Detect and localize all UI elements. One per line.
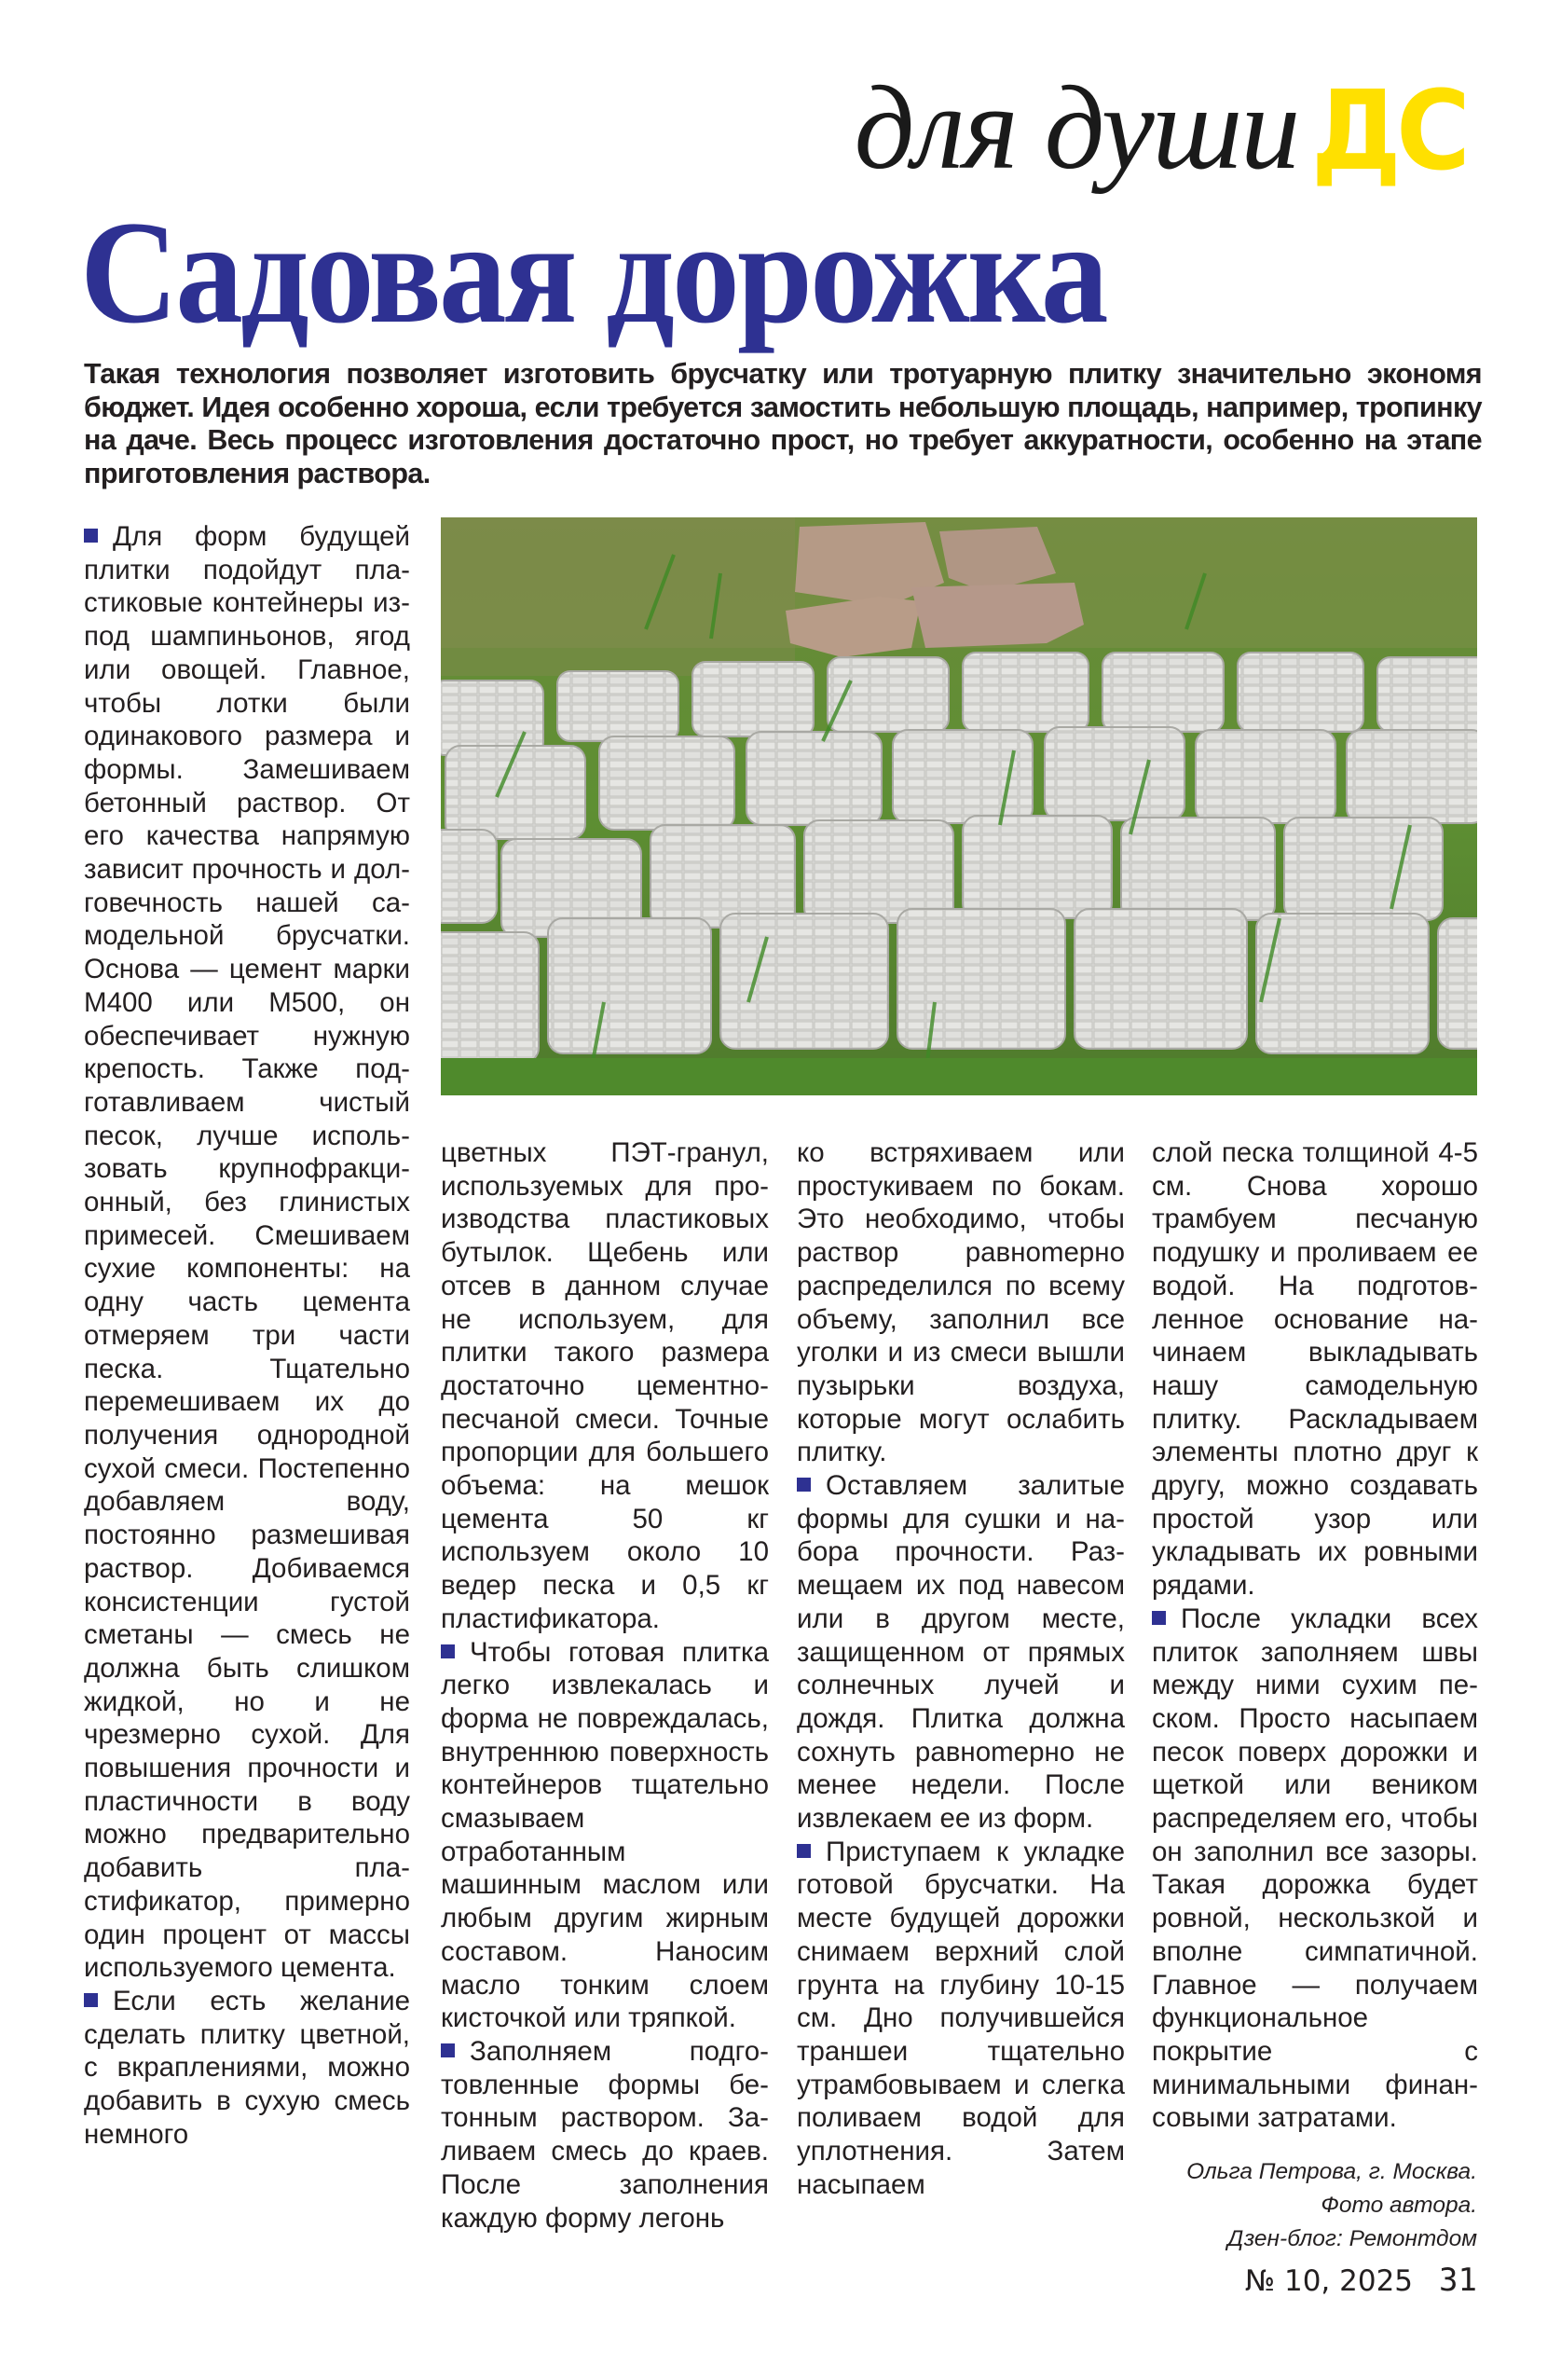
bullet-square-icon (797, 1478, 811, 1492)
paragraph: Оставляем залитые формы для сушки и набора прочности. Размещаем их под навесом или в другом месте, защищенном от прямых солнечных лучей и дождя. Плитка должна сохнуть равноmерно не менее недели. После извлекаем ее из форм. (797, 1470, 1125, 1835)
section-name: для души (854, 62, 1299, 194)
magazine-logo: ДС (1311, 66, 1466, 195)
article-credits (1186, 2155, 1477, 2256)
bullet-square-icon (797, 1844, 811, 1858)
bullet-square-icon (441, 2043, 455, 2057)
article-photo (441, 517, 1477, 1095)
text-column-4 (1152, 1136, 1478, 2135)
bullet-square-icon (84, 529, 98, 543)
issue-number: № 10, 2025 (1244, 2264, 1414, 2298)
paragraph: цветных ПЭТ-гранул, используемых для производства пластиковых бутылок. Щебень или отсев в данном случае не используем, для плитки такого размера достаточно цементно-песчаной смеси. Точные пропорции для большего объема: на мешок цемента 50 кг используем около 10 ведер песка и 0,5 кг пластификатора. (441, 1137, 769, 1634)
bullet-square-icon (441, 1644, 455, 1658)
article-lead: Такая технология позволяет изготовить брусчатку или тротуарную плитку значительно экономя бюджет. Идея особенно хороша, если требуется замостить небольшую площадь, например, тропинку на даче. Весь процесс изготовления достаточно прост, но требует аккуратности, особенно на этапе приготовления раствора. (84, 358, 1482, 489)
text-column-2 (441, 1136, 769, 2235)
source-credit: Дзен-блог: Ремонтдом (1227, 2226, 1477, 2251)
paragraph: Заполняем подготовленные формы бетонным раствором. Заливаем смесь до краев. После заполнения каждую форму легонь (441, 2035, 769, 2234)
paragraph: Если есть желание сделать плитку цветной, с вкраплениями, можно добавить в сухую смесь немного (84, 1985, 410, 2150)
paragraph: Чтобы готовая плитка легко извлекалась и форма не повреждалась, внутреннюю поверхность контейнеров тщательно смазываем отработанным машинным маслом или любым другим жирным составом. Наносим масло тонким слоем кисточкой или тряпкой. (441, 1636, 769, 2034)
photo-garden-path-icon (441, 517, 1477, 1095)
paragraph: После укладки всех плиток заполняем швы между ними сухим песком. Просто насыпаем песок поверх дорожки и щеткой или веником распределяем его, чтобы он заполнил все зазоры. Такая дорожка будет ровной, нескользкой и вполне симпатичной. Главное — получаем функциональное покрытие с минимальными финансовыми затратами. (1152, 1603, 1478, 2134)
paragraph: Для форм будущей плитки подойдут пластиковые контейнеры из-под шампиньонов, ягод или овощей. Главное, чтобы лотки были одинакового размера и формы. Замешиваем бетонный раствор. От его качества напрямую зависит прочность и долговечность нашей самодельной брусчатки. Основа — цемент марки М400 или М500, он обеспечивает нужную крепость. Также подготавливаем чистый песок, лучше использовать крупнофракционный, без глинистых примесей. Смешиваем сухие компоненты: на одну часть цемента отмеряем три части песка. Тщательно перемешиваем их до получения однородной сухой смеси. Постепенно добавляем воду, постоянно размешивая раствор. Добиваемся консистенции густой сметаны — смесь не должна быть слишком жидкой, но и не чрезмерно сухой. Для повышения прочности и пластичности в воду можно предварительно добавить пластификатор, примерно один процент от массы используемого цемента. (84, 521, 410, 1984)
paragraph: ко встряхиваем или простукиваем по бокам. Это необходимо, чтобы раствор равноmерно распределился по всему объему, заполнил все уголки и из смеси вышли пузырьки воздуха, которые могут ослабить плитку. (797, 1137, 1125, 1468)
author-byline: Ольга Петрова, г. Москва. (1186, 2159, 1477, 2184)
section-rubric (855, 58, 1479, 198)
photo-credit: Фото автора. (1321, 2193, 1477, 2218)
text-column-1 (84, 520, 410, 2151)
page-footer (1245, 2262, 1477, 2299)
text-column-3 (797, 1136, 1125, 2202)
article-title: Садовая дорожка (80, 191, 1106, 354)
paragraph: Приступаем к укладке готовой брусчатки. На месте будущей дорожки снимаем верхний слой грунта на глубину 10-15 см. Дно получившейся траншеи тщательно утрамбовываем и слегка поливаем водой для уплотнения. Затем насыпаем (797, 1836, 1125, 2200)
page-number: 31 (1439, 2262, 1477, 2299)
bullet-square-icon (1152, 1611, 1166, 1625)
paragraph: слой песка толщиной 4-5 см. Снова хорошо трамбуем песчаную подушку и проливаем ее водой. На подготовленное основание начинаем выкладывать нашу самодельную плитку. Раскладываем элементы плотно друг к другу, можно создавать простой узор или укладывать их ровными рядами. (1152, 1137, 1478, 1602)
bullet-square-icon (84, 1993, 98, 2007)
